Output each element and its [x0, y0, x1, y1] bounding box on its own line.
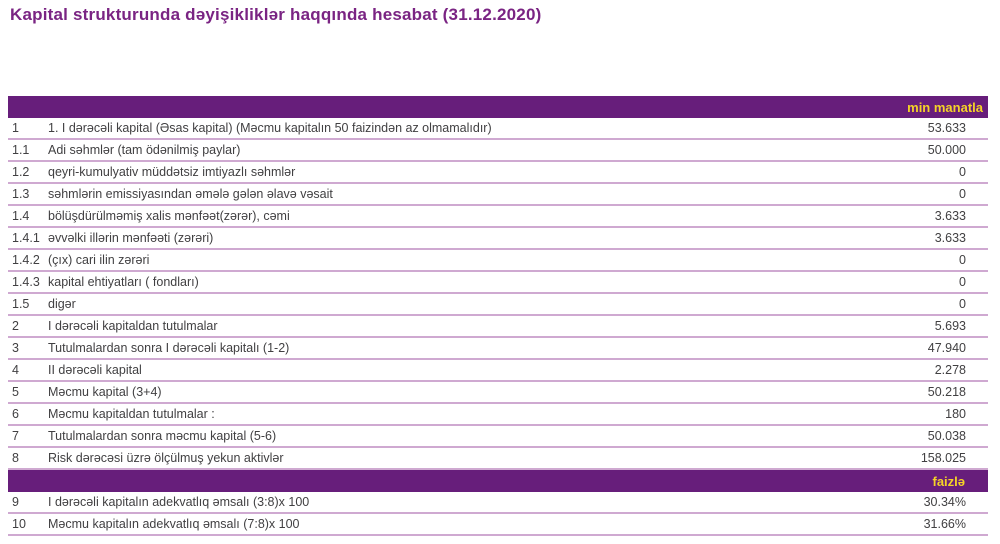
row-number: 2	[12, 319, 19, 333]
row-label: Məcmu kapitalın adekvatlıq əmsalı (7:8)x 100	[48, 517, 300, 531]
row-label: I dərəcəli kapitalın adekvatlıq əmsalı (3:8)x 100	[48, 495, 310, 509]
row-label: bölüşdürülməmiş xalis mənfəət(zərər), cəmi	[48, 209, 290, 223]
capital-table	[8, 96, 988, 536]
row-number: 1.2	[12, 165, 30, 179]
section-header-band	[8, 470, 988, 492]
table-row	[8, 140, 988, 162]
row-number: 6	[12, 407, 19, 421]
table-row	[8, 162, 988, 184]
row-value: 47.940	[927, 341, 966, 355]
row-number: 1.5	[12, 297, 30, 311]
section-header-band	[8, 96, 988, 118]
table-row	[8, 426, 988, 448]
table-row	[8, 514, 988, 536]
row-value: 5.693	[934, 319, 966, 333]
row-value: 30.34%	[923, 495, 966, 509]
row-label: Məcmu kapital (3+4)	[48, 385, 162, 399]
row-value: 158.025	[920, 451, 966, 465]
row-value: 180	[945, 407, 966, 421]
table-row	[8, 404, 988, 426]
table-row	[8, 250, 988, 272]
row-number: 5	[12, 385, 19, 399]
row-value: 31.66%	[923, 517, 966, 531]
row-value: 0	[959, 165, 966, 179]
row-number: 1.1	[12, 143, 30, 157]
row-value: 50.218	[927, 385, 966, 399]
row-label: səhmlərin emissiyasından əmələ gələn əlavə vəsait	[48, 187, 333, 201]
row-label: kapital ehtiyatları ( fondları)	[48, 275, 199, 289]
row-value: 0	[959, 275, 966, 289]
row-number: 7	[12, 429, 19, 443]
row-label: Məcmu kapitaldan tutulmalar :	[48, 407, 215, 421]
row-value: 0	[959, 253, 966, 267]
row-label: qeyri-kumulyativ müddətsiz imtiyazlı səhmlər	[48, 165, 296, 179]
row-label: Adi səhmlər (tam ödənilmiş paylar)	[48, 143, 241, 157]
table-row	[8, 492, 988, 514]
row-value: 0	[959, 297, 966, 311]
row-label: (çıx) cari ilin zərəri	[48, 253, 150, 267]
table-row	[8, 294, 988, 316]
row-value: 53.633	[927, 121, 966, 135]
row-value: 3.633	[934, 231, 966, 245]
row-number: 4	[12, 363, 19, 377]
row-number: 1.4	[12, 209, 30, 223]
table-row	[8, 118, 988, 140]
table-row	[8, 206, 988, 228]
table-row	[8, 382, 988, 404]
row-number: 1	[12, 121, 19, 135]
row-number: 1.4.1	[12, 231, 40, 245]
row-label: əvvəlki illərin mənfəəti (zərəri)	[48, 231, 214, 245]
table-row	[8, 272, 988, 294]
table-row	[8, 184, 988, 206]
row-number: 8	[12, 451, 19, 465]
row-value: 2.278	[934, 363, 966, 377]
row-label: Tutulmalardan sonra məcmu kapital (5-6)	[48, 429, 277, 443]
table-row	[8, 448, 988, 470]
row-label: digər	[48, 297, 76, 311]
row-value: 3.633	[934, 209, 966, 223]
row-value: 0	[959, 187, 966, 201]
section-header-label: faizlə	[932, 473, 965, 489]
row-value: 50.038	[927, 429, 966, 443]
table-row	[8, 338, 988, 360]
table-row	[8, 360, 988, 382]
row-number: 1.4.2	[12, 253, 40, 267]
table-row	[8, 316, 988, 338]
row-label: 1. I dərəcəli kapital (Əsas kapital) (Məcmu kapitalın 50 faizindən az olmamalıdır)	[48, 121, 492, 135]
row-number: 1.4.3	[12, 275, 40, 289]
row-label: Tutulmalardan sonra I dərəcəli kapitalı (1-2)	[48, 341, 290, 355]
section-header-label: min manatla	[907, 99, 983, 115]
row-number: 3	[12, 341, 19, 355]
row-value: 50.000	[927, 143, 966, 157]
row-label: II dərəcəli kapital	[48, 363, 142, 377]
table-row	[8, 228, 988, 250]
row-label: I dərəcəli kapitaldan tutulmalar	[48, 319, 218, 333]
row-label: Risk dərəcəsi üzrə ölçülmuş yekun aktivlər	[48, 451, 284, 465]
row-number: 1.3	[12, 187, 30, 201]
row-number: 10	[12, 517, 26, 531]
row-number: 9	[12, 495, 19, 509]
page-title: Kapital strukturunda dəyişikliklər haqqında hesabat (31.12.2020)	[10, 5, 542, 24]
